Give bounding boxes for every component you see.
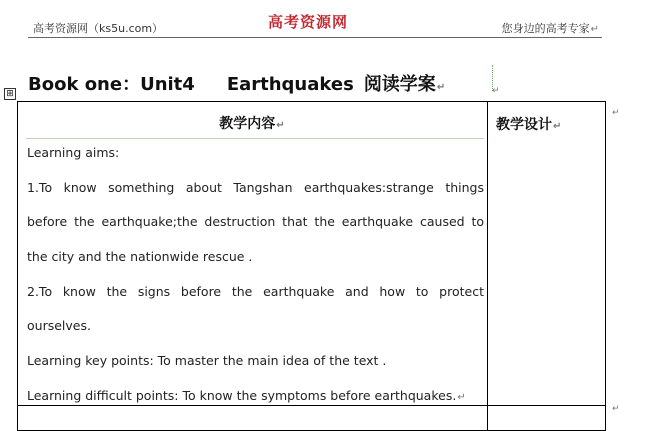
text-line: 1.To know something about Tangshan earthquakes:strange things [27,180,484,195]
column-header-design-label: 教学设计 [496,117,552,133]
paragraph-mark-icon: ↵ [276,120,285,131]
text-line: the city and the nationwide rescue . [27,249,253,264]
table-row-divider [17,405,606,406]
header-right-label: 您身边的高考专家 [501,22,590,35]
header-divider [28,37,602,38]
text-line: Learning aims: [27,145,120,160]
paragraph-mark-icon: ↵ [436,82,446,93]
header-logo: 高考资源网 [268,13,349,31]
paragraph-mark-icon: ↵ [553,121,562,132]
document-title [28,70,445,96]
text-line: ourselves. [27,318,91,333]
row-end-mark-icon: ↵ [612,404,620,414]
text-line [27,388,484,403]
paragraph-mark-icon: ↵ [457,392,466,403]
table-column-divider [487,101,488,431]
title-book-unit: Book one：Unit4 [28,74,195,95]
text-line-label: Learning difficult points: To know the symptoms before earthquakes. [27,388,457,403]
text-line: Learning key points: To master the main idea of the text . [27,353,387,368]
header-left-text: 高考资源网（ks5u.com） [33,22,164,35]
title-topic: Earthquakes [226,74,354,95]
paragraph-mark-icon: ↵ [492,86,500,96]
text-line: before the earthquake;the destruction that the earthquake caused to [27,214,484,229]
header-underline [26,138,484,139]
title-doc-type: 阅读学案 [363,74,436,95]
column-header-design [496,114,561,134]
table-move-handle-icon[interactable]: ⊞ [4,88,16,100]
column-header-content-label: 教学内容 [219,116,276,132]
header-right-text [502,20,599,36]
row-end-mark-icon: ↵ [612,108,620,118]
paragraph-mark-icon: ↵ [590,24,599,35]
text-line: 2.To know the signs before the earthquake and how to protect [27,284,484,299]
column-header-content [18,113,486,133]
